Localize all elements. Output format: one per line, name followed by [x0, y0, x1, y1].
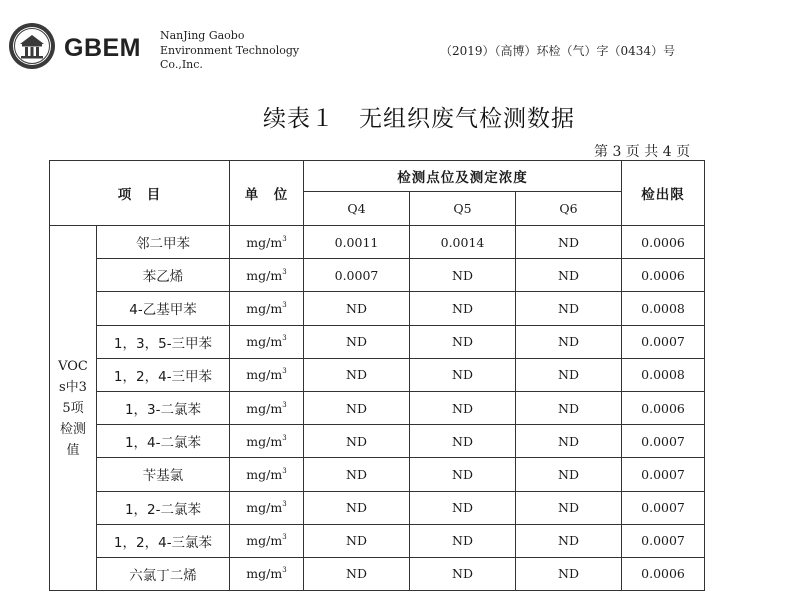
value-q4: 0.0011: [304, 226, 410, 259]
unit-base: mg/m: [246, 234, 283, 250]
value-q4: ND: [304, 292, 410, 325]
value-limit: 0.0006: [622, 259, 705, 292]
table-row: [50, 524, 705, 557]
value-limit: 0.0007: [622, 491, 705, 524]
value-q6: ND: [516, 325, 622, 358]
table-row: [50, 557, 705, 590]
unit-cell: [230, 425, 304, 458]
table-row: [50, 391, 705, 424]
value-q6: ND: [516, 259, 622, 292]
unit-cell: [230, 557, 304, 590]
value-q4: ND: [304, 491, 410, 524]
unit-exponent: 3: [282, 400, 287, 409]
value-q5: ND: [410, 358, 516, 391]
table-row: [50, 259, 705, 292]
unit-base: mg/m: [246, 466, 283, 482]
header-point-q4: Q4: [304, 192, 410, 226]
value-q5: ND: [410, 292, 516, 325]
value-q4: ND: [304, 358, 410, 391]
brand-name: GBEM: [64, 34, 141, 62]
value-q4: ND: [304, 391, 410, 424]
value-q5: ND: [410, 259, 516, 292]
value-q5: 0.0014: [410, 226, 516, 259]
page-info: 第 3 页 共 4 页: [594, 144, 691, 160]
unit-base: mg/m: [246, 400, 283, 416]
unit-base: mg/m: [246, 367, 283, 383]
data-table: [49, 160, 705, 591]
unit-cell: [230, 358, 304, 391]
company-line-3: Co.,Inc.: [160, 58, 203, 71]
value-q5: ND: [410, 425, 516, 458]
header-detection-limit: 检出限: [622, 161, 705, 226]
value-limit: 0.0006: [622, 391, 705, 424]
value-q6: ND: [516, 491, 622, 524]
value-q5: ND: [410, 458, 516, 491]
unit-exponent: 3: [282, 334, 287, 343]
value-q4: ND: [304, 425, 410, 458]
value-limit: 0.0007: [622, 425, 705, 458]
value-q6: ND: [516, 557, 622, 590]
item-name: 苯乙烯: [97, 259, 230, 292]
header-unit: 单 位: [230, 161, 304, 226]
table-row: [50, 491, 705, 524]
value-q4: ND: [304, 325, 410, 358]
item-name: 1，4-二氯苯: [97, 425, 230, 458]
value-q6: ND: [516, 358, 622, 391]
value-limit: 0.0006: [622, 226, 705, 259]
value-q5: ND: [410, 491, 516, 524]
unit-exponent: 3: [282, 367, 287, 376]
unit-cell: [230, 491, 304, 524]
table-row: [50, 458, 705, 491]
unit-cell: [230, 325, 304, 358]
unit-cell: [230, 259, 304, 292]
value-limit: 0.0007: [622, 524, 705, 557]
value-q4: ND: [304, 458, 410, 491]
company-line-1: NanJing Gaobo: [160, 29, 245, 42]
value-q4: ND: [304, 557, 410, 590]
unit-base: mg/m: [246, 267, 283, 283]
table-row: [50, 226, 705, 259]
value-limit: 0.0008: [622, 358, 705, 391]
value-q6: ND: [516, 524, 622, 557]
item-name: 1，3-二氯苯: [97, 391, 230, 424]
value-q5: ND: [410, 391, 516, 424]
value-q5: ND: [410, 325, 516, 358]
unit-cell: [230, 524, 304, 557]
unit-cell: [230, 458, 304, 491]
table-row: [50, 358, 705, 391]
value-q5: ND: [410, 524, 516, 557]
unit-exponent: 3: [282, 500, 287, 509]
table-row: [50, 292, 705, 325]
header-concentration: 检测点位及测定浓度: [304, 161, 622, 192]
value-q6: ND: [516, 458, 622, 491]
unit-base: mg/m: [246, 566, 283, 582]
unit-exponent: 3: [282, 566, 287, 575]
unit-cell: [230, 391, 304, 424]
value-q5: ND: [410, 557, 516, 590]
unit-exponent: 3: [282, 466, 287, 475]
unit-exponent: 3: [282, 433, 287, 442]
value-limit: 0.0007: [622, 325, 705, 358]
item-name: 1，2，4-三氯苯: [97, 524, 230, 557]
value-limit: 0.0006: [622, 557, 705, 590]
unit-base: mg/m: [246, 533, 283, 549]
page-title: 续表１ 无组织废气检测数据: [263, 106, 575, 132]
unit-cell: [230, 292, 304, 325]
value-q4: 0.0007: [304, 259, 410, 292]
company-line-2: Environment Technology: [160, 43, 300, 57]
item-name: 4-乙基甲苯: [97, 292, 230, 325]
header-item: 项 目: [50, 161, 230, 226]
unit-base: mg/m: [246, 300, 283, 316]
unit-exponent: 3: [282, 300, 287, 309]
value-limit: 0.0007: [622, 458, 705, 491]
unit-base: mg/m: [246, 500, 283, 516]
unit-base: mg/m: [246, 334, 283, 350]
document-number: （2019）（高博）环检（气）字（0434）号: [440, 44, 676, 58]
header-point-q6: Q6: [516, 192, 622, 226]
group-label: [50, 226, 97, 591]
item-name: 苄基氯: [97, 458, 230, 491]
table-row: [50, 325, 705, 358]
company-name: [160, 29, 299, 73]
value-q6: ND: [516, 391, 622, 424]
unit-cell: [230, 226, 304, 259]
value-q6: ND: [516, 292, 622, 325]
unit-exponent: 3: [282, 267, 287, 276]
item-name: 六氯丁二烯: [97, 557, 230, 590]
table-row: [50, 425, 705, 458]
item-name: 1，3，5-三甲苯: [97, 325, 230, 358]
unit-exponent: 3: [282, 533, 287, 542]
item-name: 邻二甲苯: [97, 226, 230, 259]
value-q6: ND: [516, 425, 622, 458]
value-q4: ND: [304, 524, 410, 557]
item-name: 1，2，4-三甲苯: [97, 358, 230, 391]
gbem-seal-icon: [8, 22, 56, 70]
unit-base: mg/m: [246, 433, 283, 449]
value-limit: 0.0008: [622, 292, 705, 325]
item-name: 1，2-二氯苯: [97, 491, 230, 524]
group-label-text: VOCs中35项检测值: [58, 358, 88, 458]
unit-exponent: 3: [282, 234, 287, 243]
header-point-q5: Q5: [410, 192, 516, 226]
value-q6: ND: [516, 226, 622, 259]
